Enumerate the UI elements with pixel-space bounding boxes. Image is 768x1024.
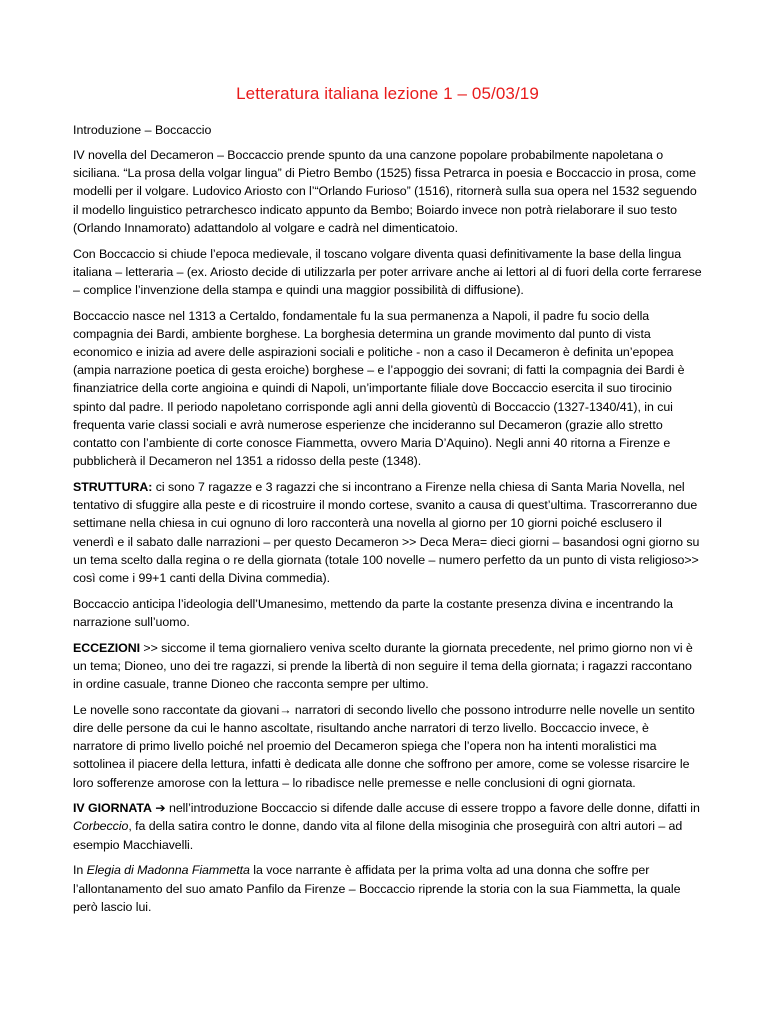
bold-arrow-icon: ➔	[155, 801, 166, 816]
iv-giornata-text-end: , fa della satira contro le donne, dando vita al filone della misoginia che proseguirà con altri autori – ad esempio Macchiavelli.	[73, 819, 683, 852]
paragraph-struttura	[73, 478, 702, 587]
paragraph-narratori	[73, 701, 702, 792]
paragraph-umanesimo: Boccaccio anticipa l’ideologia dell’Umanesimo, mettendo da parte la costante presenza divina e incentrando la narrazione sull’uomo.	[73, 596, 673, 629]
struttura-text: ci sono 7 ragazze e 3 ragazzi che si incontrano a Firenze nella chiesa di Santa Maria Novella, nel tentativo di sfuggire alla peste e di ricostruire il mondo cortese, svanito a causa di quest’ultima. Trascorreranno due settimane nella chiesa in cui ognuno di loro racconterà una novella al giorno per 10 giorni poiché esclusero il venerdì e il sabato dalle narrazioni – per questo Decameron >> Deca Mera= dieci giorni – basandosi ogni giorno su un tema scelto dalla regina o re della giornata (totale 100 novelle – numero perfetto da un punto di vista religioso>> così come i 99+1 canti della Divina commedia).	[73, 479, 700, 585]
paragraph-end-medieval: Con Boccaccio si chiude l’epoca medievale, il toscano volgare diventa quasi definitivamente la base della lingua italiana – letteraria – (ex. Ariosto decide di utilizzarla per poter arrivare anche ai lettori al di fuori della corte ferrarese – complice l’invenzione della stampa e quindi una maggior possibilità di diffusione).	[73, 246, 702, 297]
paragraph-eccezioni	[73, 639, 702, 694]
eccezioni-text: >> siccome il tema giornaliero veniva scelto durante la giornata precedente, nel primo giorno non vi è un tema; Dioneo, uno dei tre ragazzi, si prende la libertà di non seguire il tema della giornata; i ragazzi raccontano in ordine casuale, tranne Dioneo che racconta sempre per ultimo.	[73, 640, 693, 691]
elegia-text-start: In	[73, 863, 87, 878]
eccezioni-label: ECCEZIONI	[73, 640, 141, 655]
struttura-label: STRUTTURA:	[73, 479, 153, 494]
iv-giornata-text-start: nell’introduzione Boccaccio si difende dalle accuse di essere troppo a favore delle donne, difatti in	[165, 801, 700, 816]
paragraph-decameron-origins: IV novella del Decameron – Boccaccio prende spunto da una canzone popolare probabilmente napoletana o siciliana. “La prosa della volgar lingua” di Pietro Bembo (1525) fissa Petrarca in poesia e Boccaccio in prosa, come modelli per il volgare. Ludovico Ariosto con l’“Orlando Furioso” (1516), ritornerà sulla sua opera nel 1532 seguendo il modello linguistico petrarchesco indicato appunto da Bembo; Boiardo invece non potrà rielaborare il suo testo (Orlando Innamorato) adattandolo al volgare e cadrà nel dimenticatoio.	[73, 148, 697, 235]
paragraph-biography: Boccaccio nasce nel 1313 a Certaldo, fondamentale fu la sua permanenza a Napoli, il padre fu socio della compagnia dei Bardi, ambiente borghese. La borghesia determina un grande movimento dal punto di vista economico e inizia ad avere delle aspirazioni sociali e politiche - non a caso il Decameron è definita un’epopea (ampia narrazione poetica di gesta eroiche) borghese – e l’appoggio dei sovrani; di fatti la compagnia dei Bardi è finanziatrice della corte angioina e quindi di Napoli, un’importante filiale dove Boccaccio esercita il suo tirocinio spinto dal padre. Il periodo napoletano corrisponde agli anni della gioventù di Boccaccio (1327-1340/41), in cui frequenta varie classi sociali e avrà numerose esperienze che incideranno sul Decameron (grazie allo stretto contatto con l’ambiente di corte conosce Fiammetta, ovvero Maria D’Aquino). Negli anni 40 ritorna a Firenze e pubblicherà il Decameron nel 1351 a ridosso della peste (1348).	[73, 308, 685, 469]
iv-giornata-label: IV GIORNATA	[73, 801, 152, 816]
narratori-text-start: Le novelle sono raccontate da giovani	[73, 702, 280, 717]
elegia-title: Elegia di Madonna Fiammetta	[86, 863, 250, 878]
intro-heading: Introduzione – Boccaccio	[73, 123, 212, 137]
corbeccio-title: Corbeccio	[73, 819, 129, 834]
paragraph-elegia	[73, 861, 702, 916]
narratori-text-end: narratori di secondo livello che possono introdurre nelle novelle un sentito dire delle persone da cui le hanno ascoltate, risultando anche narratori di terzo livello. Boccaccio invece, è narratore di primo livello poiché nel proemio del Decameron spiega che l’opera non ha intenti moralistici ma sottolinea il piacere della lettura, infatti è dedicata alle donne che soffrono per amore, come se volesse risarcire le loro sofferenze amorose con la lettura – lo ribadisce nelle premesse e nelle conclusioni di ogni giornata.	[73, 702, 695, 790]
elegia-text-end: la voce narrante è affidata per la prima volta ad una donna che soffre per l’allontanamento del suo amato Panfilo da Firenze – Boccaccio riprende la storia con la sua Fiammetta, la quale però lascio lui.	[73, 863, 681, 914]
paragraph-iv-giornata	[73, 799, 702, 854]
page-title: Letteratura italiana lezione 1 – 05/03/19	[236, 84, 539, 103]
right-arrow-icon: →	[279, 702, 292, 717]
